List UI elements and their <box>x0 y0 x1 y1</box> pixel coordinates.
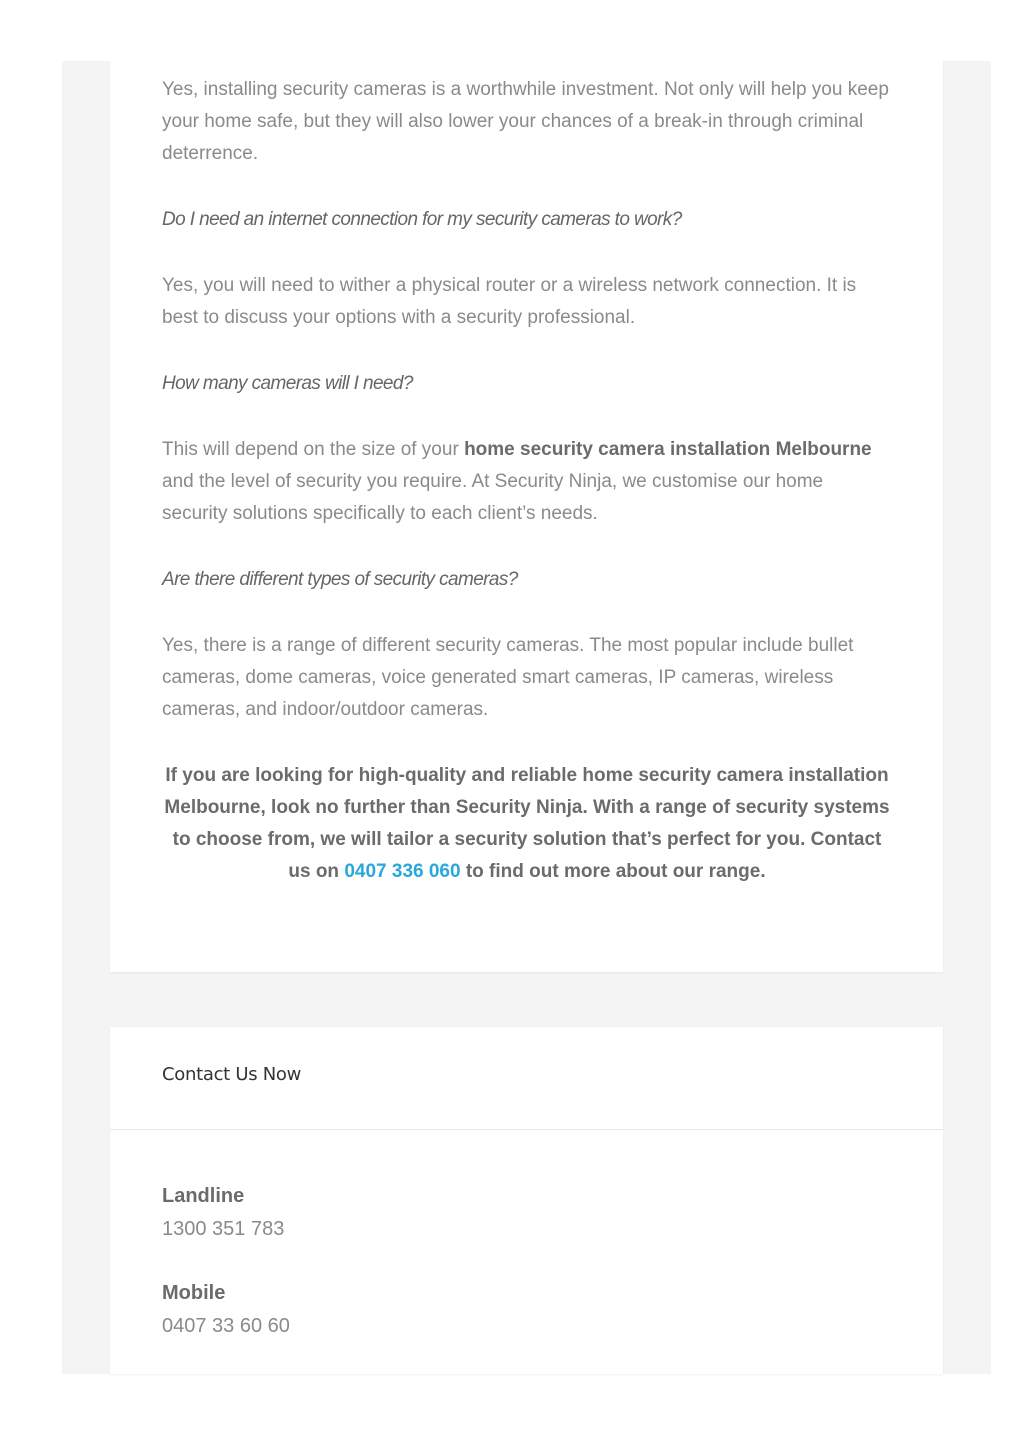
question-internet: Do I need an internet connection for my security cameras to work? <box>162 209 682 230</box>
question-how-many: How many cameras will I need? <box>162 373 413 394</box>
answer-types: Yes, there is a range of different security cameras. The most popular include bullet cameras, dome cameras, voice generated smart cameras, IP cameras, wireless cameras, and indoor/outdoor cameras. <box>162 635 854 720</box>
question-types: Are there different types of security cameras? <box>162 569 518 590</box>
call-to-action <box>162 760 892 888</box>
answer-how-many <box>162 434 892 530</box>
answer-internet: Yes, you will need to wither a physical router or a wireless network connection. It is best to discuss your options with a security professional. <box>162 275 857 328</box>
mobile-label: Mobile <box>162 1282 226 1304</box>
cta-phone-link[interactable]: 0407 336 060 <box>344 861 461 882</box>
widget-divider <box>110 1129 943 1130</box>
answer-how-many-pre: This will depend on the size of your <box>162 439 459 460</box>
landline-label: Landline <box>162 1185 245 1207</box>
answer-how-many-post: and the level of security you require. At Security Ninja, we customise our home security solutions specifically to each client’s needs. <box>162 471 824 524</box>
contact-widget-title: Contact Us Now <box>162 1064 302 1085</box>
article-content <box>162 74 892 888</box>
contact-widget <box>110 1027 943 1374</box>
article-card <box>110 61 943 972</box>
answer-how-many-bold: home security camera installation Melbourne <box>464 439 872 460</box>
mobile-value: 0407 33 60 60 <box>162 1315 290 1337</box>
cta-text-post: to find out more about our range. <box>465 861 766 882</box>
landline-value: 1300 351 783 <box>162 1218 285 1240</box>
answer-worthwhile: Yes, installing security cameras is a worthwhile investment. Not only will help you keep your home safe, but they will also lower your chances of a break-in through criminal deterrence. <box>162 79 889 164</box>
cta-text-pre: If you are looking for high-quality and reliable home security camera installation Melbourne, look no further than Security Ninja. With a range of security systems to choose from, we will tailor a security solution that’s perfect for you. Contact us on <box>164 765 890 882</box>
